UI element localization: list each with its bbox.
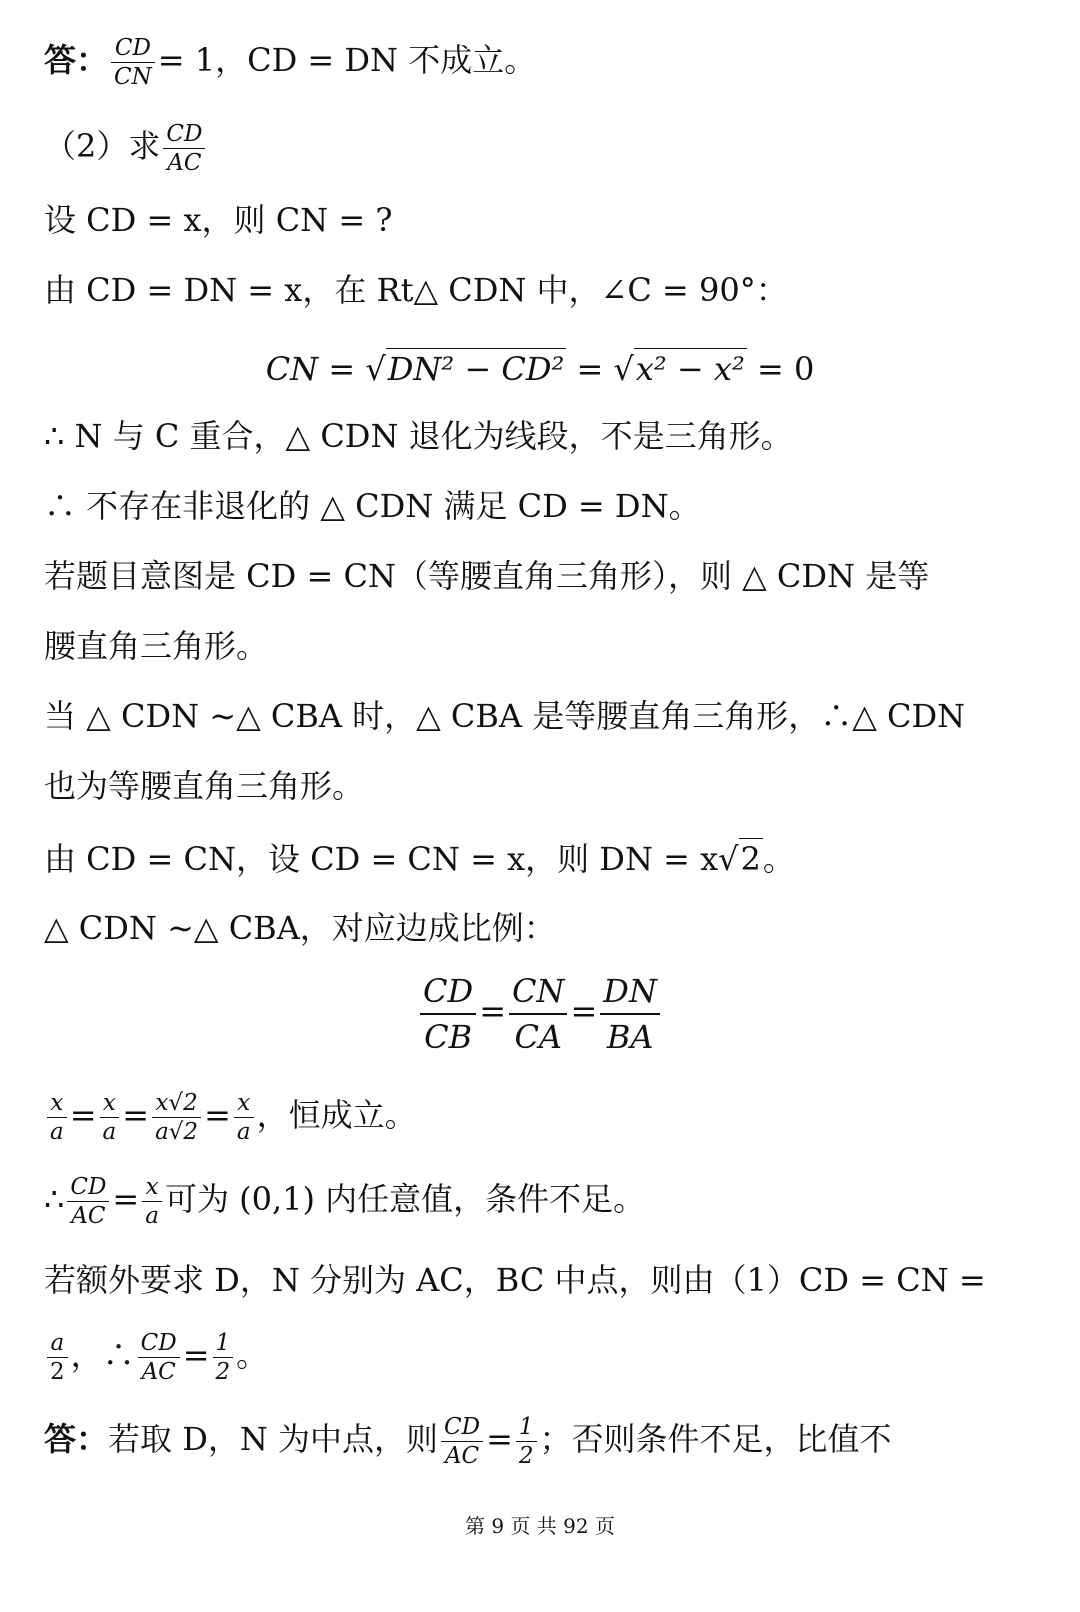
text-line-13: △ CDN ∼△ CBA，对应边成比例： xyxy=(44,909,556,947)
radical-3: √2 xyxy=(718,840,761,878)
text-line-6: ∴ N 与 C 重合，△ CDN 退化为线段，不是三角形。 xyxy=(44,417,793,455)
text-line-9: 腰直角三角形。 xyxy=(44,627,269,665)
answer-line-1-text: = 1，CD = DN 不成立。 xyxy=(157,41,537,79)
fraction-cd-cn: $\frac{CD}{CN}$ xyxy=(111,36,155,89)
text-line-16: ∴ $\frac{CD}{AC}$ = $\frac{x}{a}$ 可为 (0,1) 内任意值，条件不足。 xyxy=(44,1174,646,1229)
radical-2: √x² − x² xyxy=(613,350,745,388)
fraction-cd-ac: $\frac{CD}{AC}$ xyxy=(163,122,205,175)
text-line-10: 当 △ CDN ∼△ CBA 时，△ CBA 是等腰直角三角形，∴△ CDN xyxy=(44,697,966,735)
answer-line-1 xyxy=(44,36,1024,89)
text-line-11: 也为等腰直角三角形。 xyxy=(44,767,365,805)
page-footer: 第 9 页 共 92 页 xyxy=(465,1514,615,1538)
text-line-3: 设 CD = x，则 CN = ? xyxy=(44,201,393,239)
equation-proportion: $\frac{CD}{CB}$ = $\frac{CN}{CA}$ = $\frac{DN}{BA}$ xyxy=(0,970,1080,1055)
text-line-17: 若额外要求 D，N 分别为 AC，BC 中点，则由（1）CD = CN = xyxy=(44,1261,986,1299)
answer-label: 答： xyxy=(44,41,109,79)
answer-line-19: 答：若取 D，N 为中点，则 $\frac{CD}{AC}$ = $\frac{1}{2}$ ；否则条件不足，比值不 xyxy=(44,1414,892,1469)
text-line-7: ∴ 不存在非退化的 △ CDN 满足 CD = DN。 xyxy=(44,487,701,525)
text-line-12: 由 CD = CN，设 CD = CN = x，则 DN = x√2。 xyxy=(44,840,795,878)
question-2-heading: （2）求 $\frac{CD}{AC}$ xyxy=(44,122,1024,175)
text-line-18: $\frac{a}{2}$ ，∴ $\frac{CD}{AC}$ = $\frac{1}{2}$ 。 xyxy=(44,1328,1024,1384)
radical-1: √DN² − CD² xyxy=(365,350,565,388)
text-line-8: 若题目意图是 CD = CN（等腰直角三角形），则 △ CDN 是等 xyxy=(44,557,930,595)
equation-cn-sqrt: CN = √DN² − CD² = √x² − x² = 0 xyxy=(265,350,815,388)
text-line-4: 由 CD = DN = x，在 Rt△ CDN 中，∠C = 90°： xyxy=(44,271,788,309)
text-line-15: $\frac{x}{a}$ = $\frac{x}{a}$ = $\frac{x√2}{a√2}$ = $\frac{x}{a}$ ，恒成立。 xyxy=(44,1088,1024,1144)
